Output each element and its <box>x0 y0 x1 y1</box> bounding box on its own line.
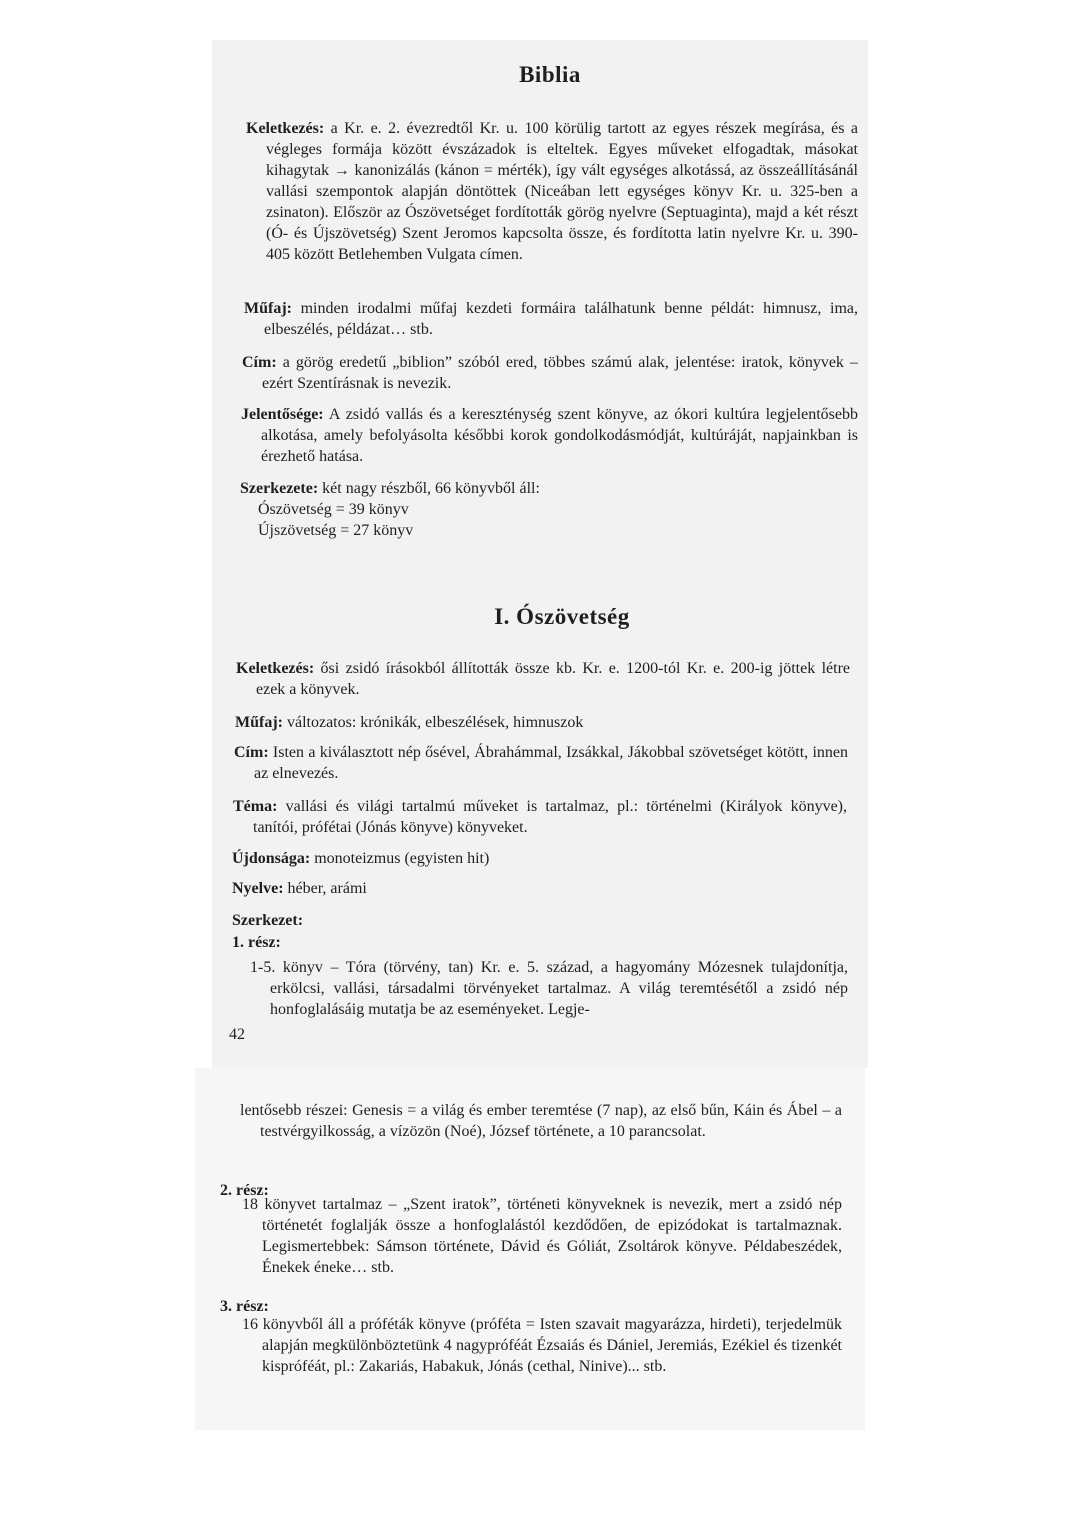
structure-item: Ószövetség = 39 könyv <box>258 501 409 518</box>
structure-list <box>242 499 642 541</box>
entry-keletkezes-biblia: Keletkezés: a Kr. e. 2. évezredtől Kr. u. 100 körülig tartott az egyes részek megírása, és a végleges formája között évszázadok is elteltek. Egyes műveket elfogadtak, másokat kihagytak → kanonizálás (kánon = mérték), így vált egységes alkotássá, az összeállításánál vallási szempontok alapján döntöttek (Niceában lett egységes könyv Kr. u. 325-ben a zsinaton). Először az Ószövetséget fordították görög nyelvre (Septuaginta), majd a két részt (Ó- és Újszövetség) Szent Jeromos kapcsolta össze, és fordította latin nyelvre Kr. u. 390-405 között Betlehemben Vulgata címen. <box>246 120 858 263</box>
szerkezet-label: Szerkezet: <box>232 912 304 929</box>
entry-szerkezete: Szerkezete: két nagy részből, 66 könyvből áll: <box>240 480 540 497</box>
part3-text: 16 könyvből áll a próféták könyve (próféta = Isten szavait magyarázza, hirdeti), terjedelmük alapján megkülönböztetünk 4 nagypróféát Ézsaiás és Dániel, Jeremiás, Ezékiel és tizenkét kispróféát, pl.: Zakariás, Habakuk, Jónás (cethal, Ninive)... stb. <box>242 1316 842 1375</box>
structure-item: Újszövetség = 27 könyv <box>258 522 414 539</box>
entry-cim-osz: Cím: Isten a kiválasztott nép ősével, Ábrahámmal, Izsákkal, Jákobbal szövetséget kötött, innen az elnevezés. <box>234 744 848 782</box>
part2-label: 2. rész: <box>220 1182 269 1199</box>
entry-tema: Téma: vallási és világi tartalmú műveket is tartalmaz, pl.: történelmi (Királyok könyve), tanítói, prófétai (Jónás könyve) könyveket. <box>233 798 847 836</box>
part1-label: 1. rész: <box>232 934 281 951</box>
part2-text: 18 könyvet tartalmaz – „Szent iratok”, történeti könyveknek is nevezik, mert a zsidó nép történetét foglalják össze a honfoglalástól kezdődően, de epizódokat is tartalmaznak. Legismertebbek: Sámson története, Dávid és Góliát, Zsoltárok könyve. Példabeszédek, Énekek éneke… stb. <box>242 1196 842 1276</box>
title-biblia: Biblia <box>519 62 581 87</box>
entry-mufaj-osz: Műfaj: változatos: krónikák, elbeszélések, himnuszok <box>235 714 584 731</box>
part1-text: 1-5. könyv – Tóra (törvény, tan) Kr. e. 5. század, a hagyomány Mózesnek tulajdonítja, erkölcsi, vallási, társadalmi törvényeket tartalmaz. A világ teremtésétől a zsidó nép honfoglalásáig mutatja be az eseményeket. Legje- <box>250 959 848 1018</box>
part3-label: 3. rész: <box>220 1298 269 1315</box>
continued-text: lentősebb részei: Genesis = a világ és ember teremtése (7 nap), az első bűn, Káin és Ábel – a testvérgyilkosság, a vízözön (Noé), József története, a 10 parancsolat. <box>240 1102 842 1140</box>
title-oszovetseg: I. Ószövetség <box>494 604 630 629</box>
entry-nyelve: Nyelve: héber, arámi <box>232 880 367 897</box>
entry-cim-biblia: Cím: a görög eredetű „biblion” szóból ered, többes számú alak, jelentése: iratok, könyvek – ezért Szentírásnak is nevezik. <box>242 354 858 392</box>
entry-keletkezes-osz: Keletkezés: ősi zsidó írásokból állították össze kb. Kr. e. 1200-tól Kr. e. 200-ig jöttek létre ezek a könyvek. <box>236 660 850 698</box>
entry-jelentosege: Jelentősége: A zsidó vallás és a kereszténység szent könyve, az ókori kultúra legjelentősebb alkotása, amely befolyásolta későbbi korok gondolkodásmódját, kultúráját, napjainkban is érezhető hatása. <box>241 406 858 465</box>
page-number: 42 <box>229 1026 245 1043</box>
entry-mufaj-biblia: Műfaj: minden irodalmi műfaj kezdeti formáira találhatunk benne példát: himnusz, ima, elbeszélés, példázat… stb. <box>244 300 858 338</box>
entry-ujdonsaga: Újdonsága: monoteizmus (egyisten hit) <box>232 850 490 867</box>
